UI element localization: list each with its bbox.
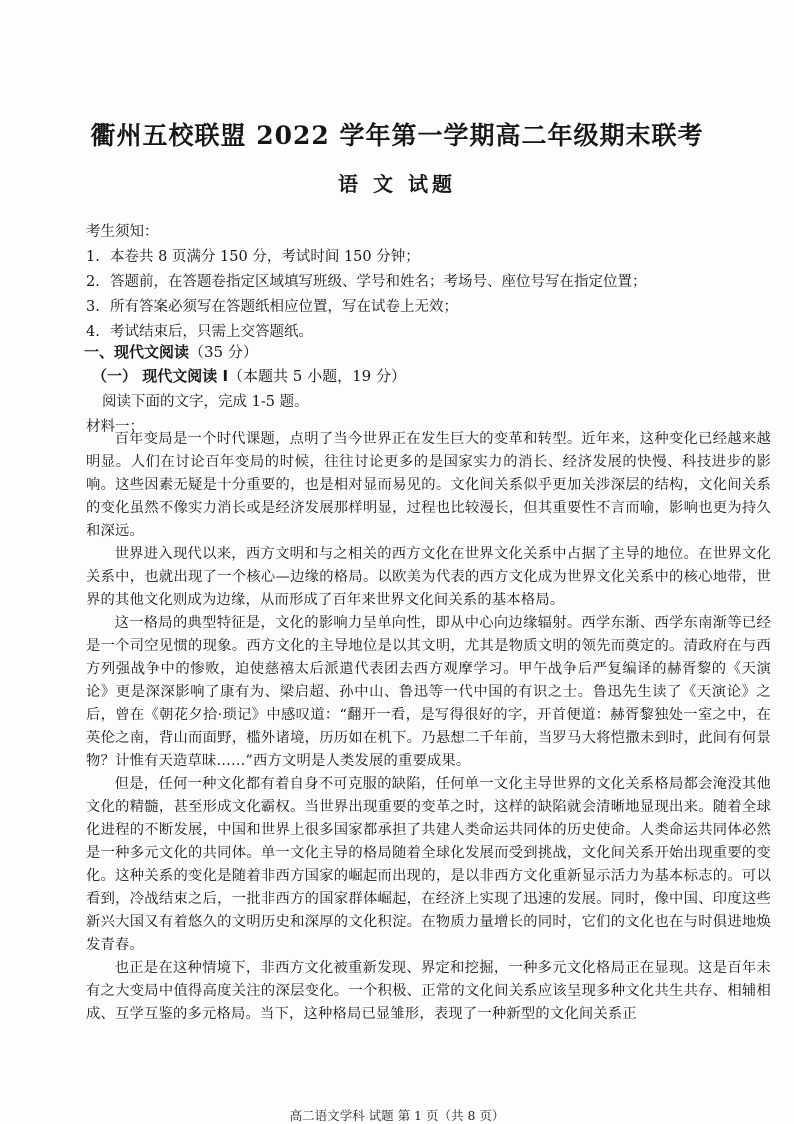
subsection-heading	[92, 365, 406, 386]
passage-paragraph: 也正是在这种情境下，非西方文化被重新发现、界定和挖掘，一种多元文化格局正在显现。这是百年未有之大变局中值得高度关注的深层变化。一个积极、正常的文化间关系应该呈现多种文化共生共存、相辅相成、互学互鉴的多元格局。当下，这种格局已显雏形，表现了一种新型的文化间关系正	[86, 960, 771, 1022]
section-label: 一、现代文阅读	[84, 343, 190, 361]
notice-item-number: 1.	[86, 249, 100, 265]
notice-item-text: 所有答案必须写在答题纸相应位置，写在试卷上无效；	[110, 299, 458, 315]
notice-item	[86, 245, 746, 270]
notice-item-text: 答题前，在答题卷指定区域填写班级、学号和姓名；考场号、座位号写在指定位置；	[110, 274, 647, 290]
exam-title: 衢州五校联盟 2022 学年第一学期高二年级期末联考	[90, 121, 704, 150]
notice-item	[86, 295, 746, 320]
notice-heading: 考生须知：	[86, 224, 159, 240]
reading-instruction: 阅读下面的文字，完成 1-5 题。	[102, 394, 309, 410]
notice-item-text: 考试结束后，只需上交答题纸。	[110, 324, 313, 340]
passage-paragraph: 这一格局的典型特征是，文化的影响力呈单向性，即从中心向边缘辐射。西学东渐、西学东南渐等已经是一个司空见惯的现象。西方文化的主导地位是以其文明，尤其是物质文明的领先而奠定的。清政府在与西方列强战争中的惨败，迫使慈禧太后派遣代表团去西方观摩学习。甲午战争后严复编译的赫胥黎的《天演论》更是深深影响了康有为、梁启超、孙中山、鲁迅等一代中国的有识之士。鲁迅先生读了《天演论》之后，曾在《朝花夕拾·琐记》中感叹道：“翻开一看，是写得很好的字，开首便道：赫胥黎独处一室之中，在英伦之南，背山而面野，槛外诸境，历历如在机下。乃悬想二千年前，当罗马大将恺撒未到时，此间有何景物？计惟有天造草昧……”西方文明是人类发展的重要成果。	[86, 615, 771, 769]
material-label: 材料一：	[86, 419, 144, 435]
notice-item	[86, 270, 746, 295]
notice-list	[86, 245, 746, 345]
subsection-label: （一） 现代文阅读 I	[92, 367, 229, 385]
notice-item-number: 3.	[86, 299, 100, 315]
passage-paragraph: 但是，任何一种文化都有着自身不可克服的缺陷，任何单一文化主导世界的文化关系格局都会淹没其他文化的精髓，甚至形成文化霸权。当世界出现重要的变革之时，这样的缺陷就会清晰地显现出来。随着全球化进程的不断发展，中国和世界上很多国家都承担了共建人类命运共同体的历史使命。人类命运共同体必然是一种多元文化的共同体。单一文化主导的格局随着全球化发展而受到挑战，文化间关系开始出现重要的变化。这种关系的变化是随着非西方国家的崛起而出现的，是以非西方文化重新显示活力为基本标志的。可以看到，冷战结束之后，一批非西方的国家群体崛起，在经济上实现了迅速的发展。同时，像中国、印度这些新兴大国又有着悠久的文明历史和深厚的文化积淀。在物质力量增长的同时，它们的文化也在与时俱进地焕发青春。	[86, 776, 771, 953]
passage-paragraph: 世界进入现代以来，西方文明和与之相关的西方文化在世界文化关系中占据了主导的地位。在世界文化关系中，也就出现了一个核心—边缘的格局。以欧美为代表的西方文化成为世界文化关系中的核心地带，世界的其他文化则成为边缘，从而形成了百年来世界文化间关系的基本格局。	[86, 546, 771, 608]
subsection-score: （本题共 5 小题，19 分）	[228, 367, 406, 385]
exam-subtitle: 语 文 试题	[338, 172, 456, 196]
section-heading	[84, 341, 258, 362]
page-footer: 高二语文学科 试题 第 1 页（共 8 页）	[289, 1108, 505, 1123]
passage-body	[86, 428, 771, 1026]
passage-paragraph: 百年变局是一个时代课题，点明了当今世界正在发生巨大的变革和转型。近年来，这种变化已经越来越明显。人们在讨论百年变局的时候，往往讨论更多的是国家实力的消长、经济发展的快慢、科技进步的影响。这些因素无疑是十分重要的，也是相对显而易见的。文化间关系似乎更加关涉深层的结构，文化间关系的变化虽然不像实力消长或是经济发展那样明显，过程也比较漫长，但其重要性不言而喻，影响也更为持久和深远。	[86, 431, 771, 539]
notice-item-number: 4.	[86, 324, 100, 340]
section-score: （35 分）	[189, 343, 258, 361]
notice-item-number: 2.	[86, 274, 100, 290]
exam-notice	[86, 220, 746, 345]
notice-item-text: 本卷共 8 页满分 150 分，考试时间 150 分钟；	[110, 249, 420, 265]
